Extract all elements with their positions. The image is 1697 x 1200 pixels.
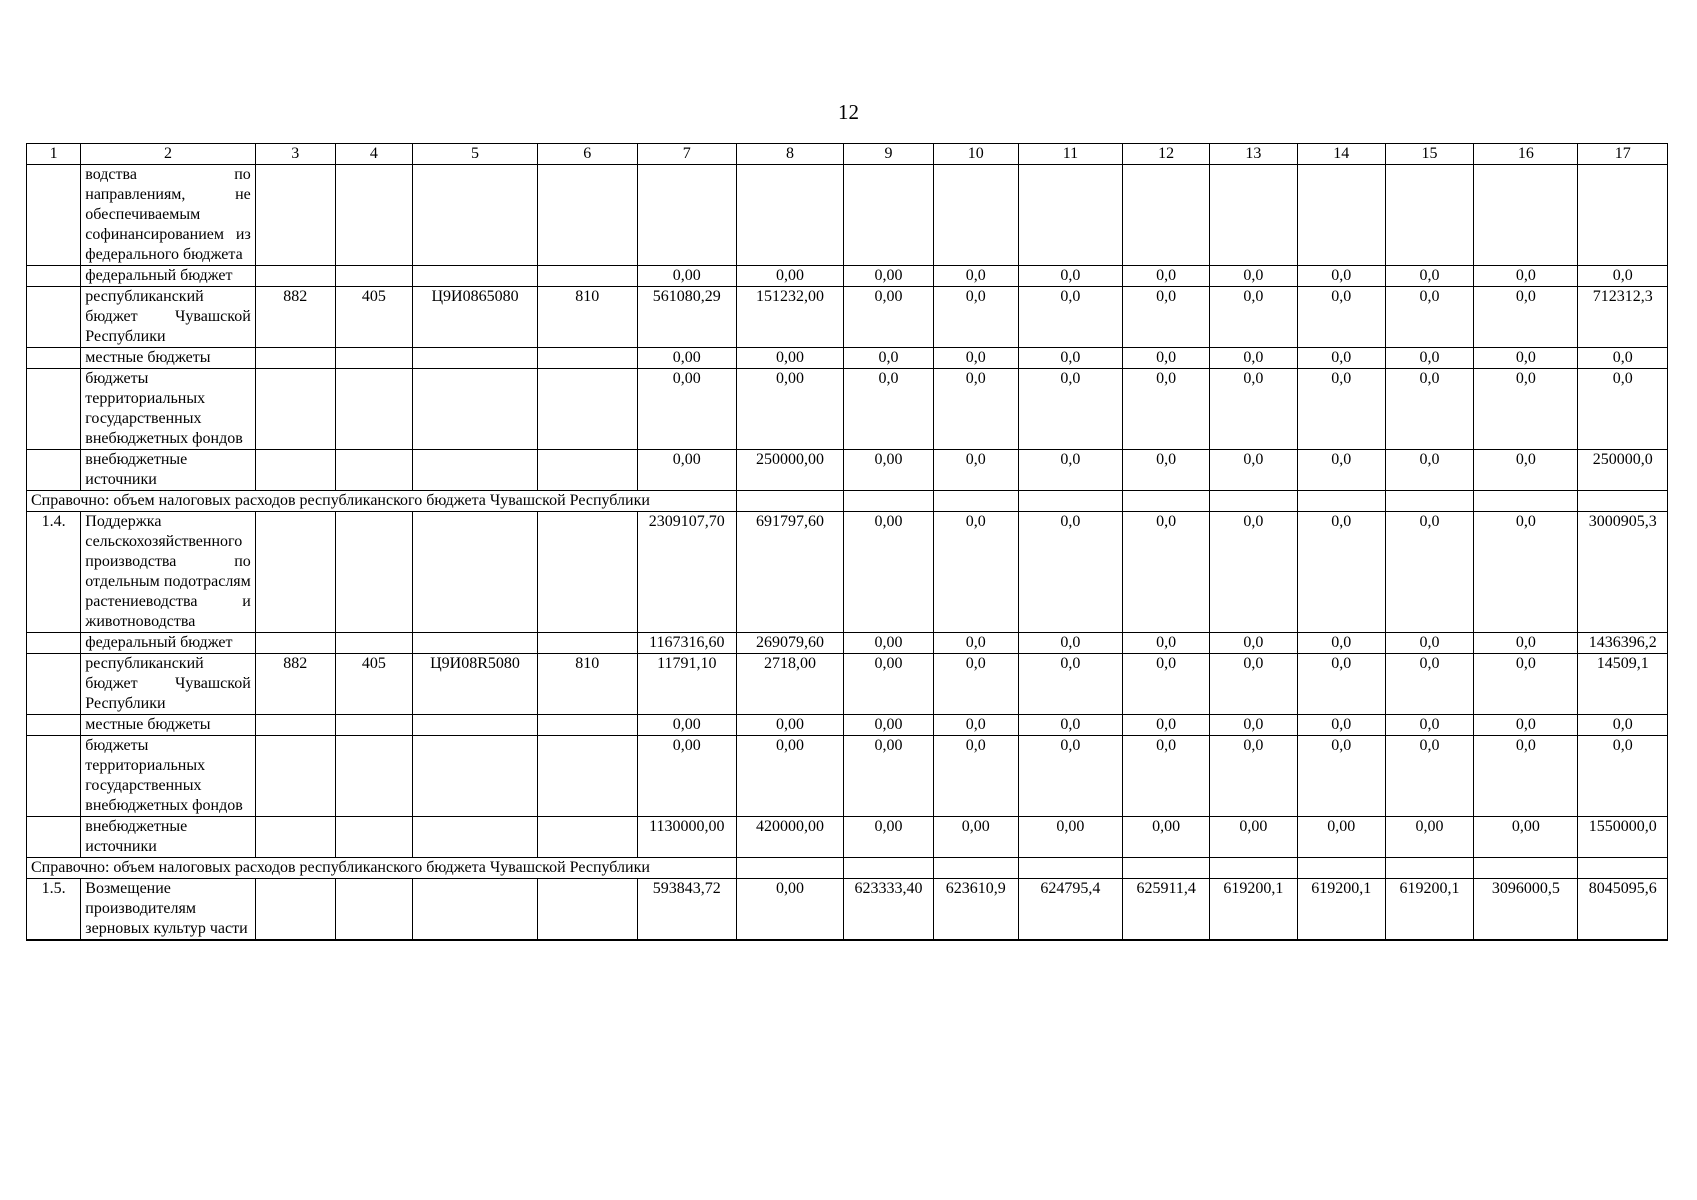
value-cell: 0,0 <box>1210 287 1297 348</box>
value-cell: 0,0 <box>933 450 1018 491</box>
table-row <box>27 266 1668 287</box>
value-cell: 0,0 <box>1385 654 1473 715</box>
value-cell <box>736 491 843 512</box>
target-article-code: Ц9И0865080 <box>413 287 538 348</box>
value-cell <box>1123 165 1210 266</box>
value-cell: 1550000,0 <box>1578 817 1668 858</box>
value-cell: 0,0 <box>844 348 933 369</box>
value-cell: 0,0 <box>1474 369 1578 450</box>
value-cell: 0,0 <box>1474 715 1578 736</box>
section-code <box>335 879 413 941</box>
value-cell: 0,0 <box>1578 715 1668 736</box>
table-row <box>27 369 1668 450</box>
value-cell: 0,00 <box>637 736 736 817</box>
value-cell: 0,0 <box>1123 450 1210 491</box>
value-cell: 11791,10 <box>637 654 736 715</box>
column-number: 10 <box>933 144 1018 165</box>
value-cell: 0,0 <box>1123 266 1210 287</box>
value-cell: 0,0 <box>1297 450 1385 491</box>
value-cell <box>1297 491 1385 512</box>
value-cell: 0,00 <box>933 817 1018 858</box>
value-cell: 0,0 <box>1474 450 1578 491</box>
section-code <box>335 736 413 817</box>
value-cell: 0,00 <box>736 736 843 817</box>
section-code <box>335 369 413 450</box>
value-cell: 14509,1 <box>1578 654 1668 715</box>
column-number: 17 <box>1578 144 1668 165</box>
value-cell: 0,0 <box>933 512 1018 633</box>
section-code <box>335 266 413 287</box>
value-cell <box>1210 491 1297 512</box>
value-cell: 0,00 <box>844 715 933 736</box>
admin-code: 882 <box>255 287 335 348</box>
page-number: 12 <box>838 100 859 124</box>
item-number <box>27 165 81 266</box>
value-cell: 0,0 <box>1578 348 1668 369</box>
value-cell <box>1210 858 1297 879</box>
target-article-code <box>413 266 538 287</box>
item-description: Возмещение производителям зерновых культур части <box>81 879 256 941</box>
value-cell: 269079,60 <box>736 633 843 654</box>
budget-table <box>26 143 1668 941</box>
expense-type-code <box>537 512 637 633</box>
item-number <box>27 369 81 450</box>
value-cell <box>1385 858 1473 879</box>
value-cell: 0,0 <box>844 369 933 450</box>
value-cell: 0,0 <box>1123 348 1210 369</box>
expense-type-code: 810 <box>537 654 637 715</box>
value-cell <box>1018 165 1122 266</box>
item-description: республиканский бюджет Чувашской Республики <box>81 287 256 348</box>
reference-note-row <box>27 858 1668 879</box>
value-cell: 0,0 <box>1297 633 1385 654</box>
value-cell <box>736 858 843 879</box>
item-number <box>27 633 81 654</box>
value-cell: 0,00 <box>844 817 933 858</box>
value-cell: 250000,0 <box>1578 450 1668 491</box>
value-cell: 0,0 <box>1297 348 1385 369</box>
item-description: водства по направлениям, не обеспечиваемым софинансированием из федерального бюджета <box>81 165 256 266</box>
column-number: 1 <box>27 144 81 165</box>
value-cell: 0,0 <box>1018 715 1122 736</box>
value-cell: 0,00 <box>844 736 933 817</box>
target-article-code <box>413 512 538 633</box>
value-cell: 0,0 <box>1123 287 1210 348</box>
value-cell <box>1123 858 1210 879</box>
column-number: 3 <box>255 144 335 165</box>
value-cell: 3000905,3 <box>1578 512 1668 633</box>
value-cell: 712312,3 <box>1578 287 1668 348</box>
value-cell: 0,00 <box>736 348 843 369</box>
value-cell: 0,0 <box>1385 266 1473 287</box>
value-cell: 691797,60 <box>736 512 843 633</box>
section-code <box>335 165 413 266</box>
value-cell: 0,00 <box>1474 817 1578 858</box>
section-code <box>335 817 413 858</box>
value-cell <box>933 165 1018 266</box>
value-cell <box>844 165 933 266</box>
admin-code <box>255 817 335 858</box>
value-cell: 0,0 <box>1385 369 1473 450</box>
value-cell: 0,0 <box>1297 287 1385 348</box>
value-cell: 0,0 <box>1210 266 1297 287</box>
section-code <box>335 348 413 369</box>
target-article-code <box>413 450 538 491</box>
reference-note-row <box>27 491 1668 512</box>
column-number-row <box>27 144 1668 165</box>
section-code <box>335 512 413 633</box>
expense-type-code: 810 <box>537 287 637 348</box>
value-cell: 250000,00 <box>736 450 843 491</box>
value-cell: 0,00 <box>736 715 843 736</box>
column-number: 6 <box>537 144 637 165</box>
value-cell: 625911,4 <box>1123 879 1210 941</box>
value-cell: 1130000,00 <box>637 817 736 858</box>
column-number: 14 <box>1297 144 1385 165</box>
item-description: федеральный бюджет <box>81 633 256 654</box>
column-number: 8 <box>736 144 843 165</box>
value-cell <box>1474 491 1578 512</box>
table-row <box>27 879 1668 941</box>
value-cell: 0,0 <box>933 348 1018 369</box>
value-cell: 0,0 <box>1210 348 1297 369</box>
value-cell: 0,0 <box>1578 266 1668 287</box>
target-article-code: Ц9И08R5080 <box>413 654 538 715</box>
value-cell <box>1123 491 1210 512</box>
value-cell <box>637 165 736 266</box>
value-cell: 0,0 <box>1018 512 1122 633</box>
value-cell: 0,00 <box>637 266 736 287</box>
value-cell: 0,0 <box>1297 715 1385 736</box>
value-cell: 619200,1 <box>1297 879 1385 941</box>
value-cell <box>933 858 1018 879</box>
value-cell <box>844 858 933 879</box>
reference-note: Справочно: объем налоговых расходов республиканского бюджета Чувашской Республики <box>27 491 737 512</box>
value-cell: 0,0 <box>1210 450 1297 491</box>
value-cell <box>1385 165 1473 266</box>
value-cell: 0,00 <box>1123 817 1210 858</box>
item-description: бюджеты территориальных государственных внебюджетных фондов <box>81 369 256 450</box>
expense-type-code <box>537 450 637 491</box>
value-cell: 0,0 <box>1297 654 1385 715</box>
value-cell: 0,0 <box>1210 633 1297 654</box>
admin-code <box>255 512 335 633</box>
column-number: 2 <box>81 144 256 165</box>
value-cell: 0,0 <box>933 266 1018 287</box>
table-row <box>27 715 1668 736</box>
item-description: местные бюджеты <box>81 715 256 736</box>
value-cell: 561080,29 <box>637 287 736 348</box>
item-number <box>27 817 81 858</box>
table-row <box>27 450 1668 491</box>
reference-note: Справочно: объем налоговых расходов республиканского бюджета Чувашской Республики <box>27 858 737 879</box>
value-cell: 0,0 <box>1578 736 1668 817</box>
value-cell <box>736 165 843 266</box>
value-cell: 0,0 <box>1018 369 1122 450</box>
value-cell: 0,00 <box>736 369 843 450</box>
value-cell: 0,0 <box>1474 633 1578 654</box>
column-number: 16 <box>1474 144 1578 165</box>
expense-type-code <box>537 817 637 858</box>
value-cell: 0,0 <box>933 715 1018 736</box>
value-cell <box>933 491 1018 512</box>
admin-code: 882 <box>255 654 335 715</box>
value-cell: 0,0 <box>1018 633 1122 654</box>
column-number: 12 <box>1123 144 1210 165</box>
admin-code <box>255 715 335 736</box>
section-code <box>335 715 413 736</box>
target-article-code <box>413 879 538 941</box>
value-cell: 624795,4 <box>1018 879 1122 941</box>
value-cell: 0,00 <box>736 879 843 941</box>
admin-code <box>255 633 335 654</box>
column-number: 11 <box>1018 144 1122 165</box>
expense-type-code <box>537 879 637 941</box>
section-code: 405 <box>335 654 413 715</box>
admin-code <box>255 879 335 941</box>
value-cell: 0,0 <box>1018 348 1122 369</box>
target-article-code <box>413 348 538 369</box>
column-number: 13 <box>1210 144 1297 165</box>
value-cell: 0,0 <box>1578 369 1668 450</box>
column-number: 4 <box>335 144 413 165</box>
expense-type-code <box>537 348 637 369</box>
expense-type-code <box>537 736 637 817</box>
table-row <box>27 633 1668 654</box>
value-cell: 0,00 <box>844 633 933 654</box>
section-code <box>335 450 413 491</box>
target-article-code <box>413 817 538 858</box>
value-cell: 0,0 <box>1385 512 1473 633</box>
value-cell <box>1385 491 1473 512</box>
value-cell: 0,00 <box>637 715 736 736</box>
value-cell: 420000,00 <box>736 817 843 858</box>
value-cell: 0,00 <box>1385 817 1473 858</box>
admin-code <box>255 736 335 817</box>
admin-code <box>255 369 335 450</box>
value-cell: 0,0 <box>1474 266 1578 287</box>
item-number: 1.5. <box>27 879 81 941</box>
value-cell <box>1210 165 1297 266</box>
value-cell: 623610,9 <box>933 879 1018 941</box>
value-cell: 0,0 <box>1385 450 1473 491</box>
value-cell: 2309107,70 <box>637 512 736 633</box>
table-row <box>27 817 1668 858</box>
value-cell: 0,0 <box>1474 736 1578 817</box>
value-cell: 0,0 <box>1018 654 1122 715</box>
expense-type-code <box>537 369 637 450</box>
table-row <box>27 287 1668 348</box>
value-cell: 0,00 <box>1297 817 1385 858</box>
value-cell: 0,00 <box>1210 817 1297 858</box>
expense-type-code <box>537 266 637 287</box>
value-cell: 0,00 <box>844 512 933 633</box>
value-cell: 0,0 <box>1123 654 1210 715</box>
table-row <box>27 512 1668 633</box>
target-article-code <box>413 633 538 654</box>
target-article-code <box>413 165 538 266</box>
value-cell: 0,0 <box>1123 736 1210 817</box>
value-cell: 0,0 <box>1297 266 1385 287</box>
value-cell: 0,0 <box>1018 736 1122 817</box>
column-number: 9 <box>844 144 933 165</box>
table-row <box>27 165 1668 266</box>
admin-code <box>255 266 335 287</box>
value-cell: 0,0 <box>1123 369 1210 450</box>
value-cell: 0,0 <box>1385 715 1473 736</box>
item-number <box>27 654 81 715</box>
table-row <box>27 654 1668 715</box>
value-cell: 0,00 <box>844 654 933 715</box>
item-number <box>27 736 81 817</box>
value-cell: 0,0 <box>1210 654 1297 715</box>
value-cell <box>1578 491 1668 512</box>
value-cell <box>1297 858 1385 879</box>
table-row <box>27 348 1668 369</box>
item-description: местные бюджеты <box>81 348 256 369</box>
value-cell: 0,0 <box>933 287 1018 348</box>
item-number: 1.4. <box>27 512 81 633</box>
item-number <box>27 266 81 287</box>
value-cell <box>1578 858 1668 879</box>
item-description: бюджеты территориальных государственных внебюджетных фондов <box>81 736 256 817</box>
item-number <box>27 715 81 736</box>
admin-code <box>255 450 335 491</box>
column-number: 5 <box>413 144 538 165</box>
value-cell <box>1474 858 1578 879</box>
value-cell: 0,0 <box>1474 348 1578 369</box>
item-number <box>27 450 81 491</box>
value-cell: 0,0 <box>1385 348 1473 369</box>
item-number <box>27 348 81 369</box>
admin-code <box>255 348 335 369</box>
value-cell: 0,0 <box>933 369 1018 450</box>
value-cell <box>1018 491 1122 512</box>
expense-type-code <box>537 715 637 736</box>
value-cell: 593843,72 <box>637 879 736 941</box>
value-cell: 0,00 <box>637 450 736 491</box>
value-cell <box>1474 165 1578 266</box>
value-cell <box>1578 165 1668 266</box>
value-cell <box>1018 858 1122 879</box>
value-cell: 0,0 <box>1385 736 1473 817</box>
value-cell: 0,0 <box>1210 715 1297 736</box>
admin-code <box>255 165 335 266</box>
column-number: 15 <box>1385 144 1473 165</box>
value-cell: 151232,00 <box>736 287 843 348</box>
value-cell: 0,00 <box>637 369 736 450</box>
value-cell: 0,0 <box>1123 633 1210 654</box>
value-cell: 0,0 <box>1385 287 1473 348</box>
value-cell: 0,0 <box>1018 287 1122 348</box>
value-cell: 0,0 <box>1210 736 1297 817</box>
item-description: Поддержка сельскохозяйственного производства по отдельным подотраслям растениеводства и животноводства <box>81 512 256 633</box>
value-cell: 1436396,2 <box>1578 633 1668 654</box>
value-cell: 0,00 <box>844 287 933 348</box>
item-description: федеральный бюджет <box>81 266 256 287</box>
value-cell: 0,0 <box>1297 512 1385 633</box>
value-cell: 0,0 <box>933 654 1018 715</box>
column-number: 7 <box>637 144 736 165</box>
section-code <box>335 633 413 654</box>
expense-type-code <box>537 165 637 266</box>
value-cell <box>1297 165 1385 266</box>
value-cell: 0,00 <box>1018 817 1122 858</box>
section-code: 405 <box>335 287 413 348</box>
value-cell: 0,0 <box>1474 287 1578 348</box>
value-cell: 0,0 <box>1297 369 1385 450</box>
value-cell: 623333,40 <box>844 879 933 941</box>
value-cell: 0,0 <box>1474 512 1578 633</box>
value-cell: 0,0 <box>933 633 1018 654</box>
value-cell: 0,0 <box>1385 633 1473 654</box>
target-article-code <box>413 715 538 736</box>
value-cell: 0,0 <box>1474 654 1578 715</box>
value-cell: 0,00 <box>736 266 843 287</box>
value-cell: 0,00 <box>844 266 933 287</box>
target-article-code <box>413 736 538 817</box>
value-cell: 619200,1 <box>1210 879 1297 941</box>
value-cell: 0,00 <box>637 348 736 369</box>
value-cell: 1167316,60 <box>637 633 736 654</box>
item-description: республиканский бюджет Чувашской Республики <box>81 654 256 715</box>
item-description: внебюджетные источники <box>81 450 256 491</box>
value-cell: 2718,00 <box>736 654 843 715</box>
value-cell: 8045095,6 <box>1578 879 1668 941</box>
value-cell: 0,0 <box>1123 512 1210 633</box>
value-cell: 0,0 <box>933 736 1018 817</box>
value-cell: 0,0 <box>1018 266 1122 287</box>
value-cell: 619200,1 <box>1385 879 1473 941</box>
value-cell <box>844 491 933 512</box>
expense-type-code <box>537 633 637 654</box>
item-number <box>27 287 81 348</box>
item-description: внебюджетные источники <box>81 817 256 858</box>
value-cell: 3096000,5 <box>1474 879 1578 941</box>
value-cell: 0,00 <box>844 450 933 491</box>
table-row <box>27 736 1668 817</box>
value-cell: 0,0 <box>1018 450 1122 491</box>
value-cell: 0,0 <box>1210 512 1297 633</box>
value-cell: 0,0 <box>1297 736 1385 817</box>
target-article-code <box>413 369 538 450</box>
value-cell: 0,0 <box>1210 369 1297 450</box>
value-cell: 0,0 <box>1123 715 1210 736</box>
